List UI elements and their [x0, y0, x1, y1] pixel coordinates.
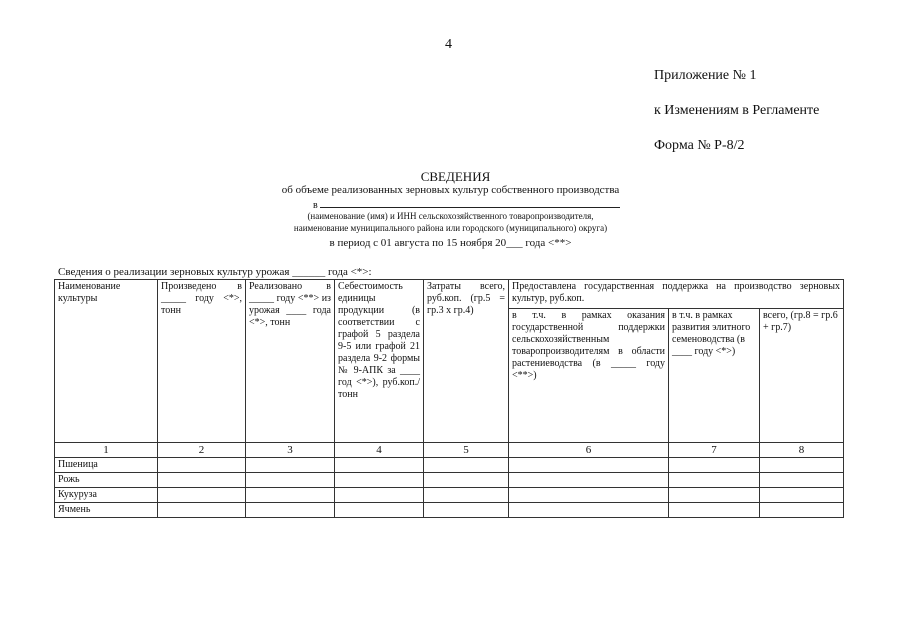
recipient-note-line2: наименование муниципального района или городского (муниципального) округа)	[293, 223, 608, 233]
table-cell	[246, 473, 335, 488]
table-row	[55, 488, 844, 503]
header-unit-cost: Себестоимость единицы продукции (в соответствии с графой 5 раздела 9-5 или графой 21 раздела 9-2 формы № 9-АПК за ____ год <*>), руб.коп./тонн	[335, 280, 424, 443]
table-cell	[158, 473, 246, 488]
header-total-cost: Затраты всего, руб.коп. (гр.5 = гр.3 x гр.4)	[424, 280, 509, 443]
table-cell	[509, 488, 669, 503]
table-cell	[669, 503, 760, 518]
table-cell	[158, 488, 246, 503]
table-cell	[335, 503, 424, 518]
table-cell	[760, 458, 844, 473]
column-number: 4	[335, 443, 424, 458]
crop-name: Ячмень	[55, 503, 158, 518]
recipient-note-line1: (наименование (имя) и ИНН сельскохозяйственного товаропроизводителя,	[307, 211, 594, 221]
column-number: 5	[424, 443, 509, 458]
crop-name: Рожь	[55, 473, 158, 488]
table-cell	[509, 473, 669, 488]
table-cell	[424, 458, 509, 473]
column-numbers-row	[55, 443, 844, 458]
appendix-label: Приложение № 1	[654, 68, 757, 83]
table-cell	[760, 473, 844, 488]
table-cell	[246, 503, 335, 518]
recipient-prefix: в	[313, 200, 318, 211]
page-number: 4	[445, 37, 452, 52]
table-cell	[158, 503, 246, 518]
header-produced: Произведено в _____ году <*>, тонн	[158, 280, 246, 443]
table-cell	[246, 488, 335, 503]
table-cell	[669, 473, 760, 488]
header-support-total: всего, (гр.8 = гр.6 + гр.7)	[760, 309, 844, 443]
document-title: СВЕДЕНИЯ	[420, 169, 491, 184]
reporting-period: в период с 01 августа по 15 ноября 20___ года <**>	[329, 237, 572, 249]
table-row	[55, 503, 844, 518]
recipient-blank	[320, 198, 620, 208]
table-cell	[509, 458, 669, 473]
appendix-reference: к Изменениям в Регламенте	[654, 103, 820, 118]
header-crop-name: Наименование культуры	[55, 280, 158, 443]
header-elite-seeds: в т.ч. в рамках развития элитного семеноводства (в ____ году <*>)	[669, 309, 760, 443]
column-number: 1	[55, 443, 158, 458]
column-number: 3	[246, 443, 335, 458]
sales-table	[54, 279, 844, 518]
form-number: Форма № Р-8/2	[654, 138, 745, 153]
crop-name: Пшеница	[55, 458, 158, 473]
header-sold: Реализовано в _____ году <**> из урожая ____ года <*>, тонн	[246, 280, 335, 443]
table-row	[55, 458, 844, 473]
document-subtitle: об объеме реализованных зерновых культур собственного производства	[281, 184, 620, 196]
column-number: 2	[158, 443, 246, 458]
table-cell	[335, 473, 424, 488]
table-cell	[760, 488, 844, 503]
column-number: 6	[509, 443, 669, 458]
table-cell	[424, 473, 509, 488]
table-cell	[335, 488, 424, 503]
table-cell	[158, 458, 246, 473]
table-caption: Сведения о реализации зерновых культур урожая ______ года <*>:	[58, 266, 372, 278]
table-cell	[669, 458, 760, 473]
column-number: 8	[760, 443, 844, 458]
table-cell	[424, 488, 509, 503]
crop-name: Кукуруза	[55, 488, 158, 503]
column-number: 7	[669, 443, 760, 458]
header-state-support: Предоставлена государственная поддержка на производство зерновых культур, руб.коп.	[509, 280, 844, 309]
table-header-row	[55, 280, 844, 309]
table-cell	[246, 458, 335, 473]
recipient-line	[313, 198, 620, 211]
table-cell	[424, 503, 509, 518]
table-cell	[760, 503, 844, 518]
table-cell	[335, 458, 424, 473]
header-crop-support: в т.ч. в рамках оказания государственной поддержки сельскохозяйственным товаропроизводителям в области растениеводства (в _____ году <**>)	[509, 309, 669, 443]
table-cell	[669, 488, 760, 503]
table-row	[55, 473, 844, 488]
table-cell	[509, 503, 669, 518]
